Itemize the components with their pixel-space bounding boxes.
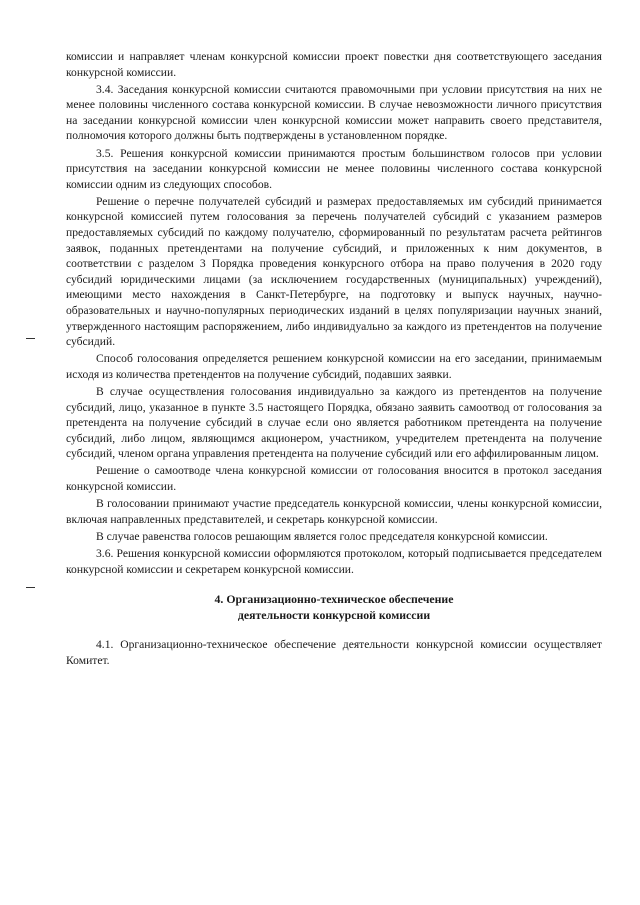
document-page xyxy=(66,49,602,670)
paragraph-3-4: 3.4. Заседания конкурсной комиссии считаются правомочными при условии присутствия на них не менее половины численного состава конкурсной комиссии. В случае невозможности личного присутствия на заседании конкурсной комиссии член конкурсной комиссии может направить своего представителя, полномочия которого должны быть подтверждены в установленном порядке. xyxy=(66,82,602,143)
paragraph-3-6: 3.6. Решения конкурсной комиссии оформляются протоколом, который подписывается председателем конкурсной комиссии и секретарем конкурсной комиссии. xyxy=(66,546,602,576)
section-heading-line: деятельности конкурсной комиссии xyxy=(237,608,431,623)
paragraph: комиссии и направляет членам конкурсной комиссии проект повестки дня соответствующего заседания конкурсной комиссии. xyxy=(66,50,602,79)
section-heading-line: 4. Организационно-техническое обеспечение xyxy=(214,592,454,607)
paragraph: Способ голосования определяется решением конкурсной комиссии на его заседании, принимаемым исходя из количества претендентов на получение субсидий, подавших заявки. xyxy=(66,352,602,381)
margin-mark xyxy=(26,338,35,339)
margin-mark xyxy=(26,587,35,588)
paragraph: В случае осуществления голосования индивидуально за каждого из претендентов на получение субсидий, лицо, указанное в пункте 3.5 настоящего Порядка, обязано заявить самоотвод от голосования за претендента на получение субсидий в случае если оно является работником претендента на получение субсидий, либо лицом, являющимся акционером, участником, учредителем претендента на получение субсидий, членом органа управления претендента на получение субсидий или его аффилированным лицом. xyxy=(66,384,602,461)
paragraph: Решение о самоотводе члена конкурсной комиссии от голосования вносится в протокол заседания конкурсной комиссии. xyxy=(66,464,602,494)
paragraph: В случае равенства голосов решающим является голос председателя конкурсной комиссии. xyxy=(96,529,548,543)
section-heading xyxy=(66,591,602,623)
paragraph: Решение о перечне получателей субсидий и размерах предоставляемых им субсидий принимается конкурсной комиссией путем голосования за перечень получателей субсидий с указанием размеров предоставляемых субсидий по каждому получателю, сформированный по результатам расчета рейтингов заявок, поданных претендентами на получение субсидий, и приложенных к ним документов, в соответствии с разделом 3 Порядка проведения конкурсного отбора на право получения в 2020 году субсидий юридическими лицами (за исключением государственных (муниципальных) учреждений), имеющими место нахождения в Санкт-Петербурге, на подготовку и выпуск научных, научно-образовательных и научно-популярных периодических изданий в целях популяризации научных знаний, утвержденного настоящим распоряжением, либо индивидуально за каждого из претендентов на получение субсидий. xyxy=(66,194,602,349)
paragraph-3-5: 3.5. Решения конкурсной комиссии принимаются простым большинством голосов при условии присутствия на заседании конкурсной комиссии не менее половины численного состава конкурсной комиссии одним из следующих способов. xyxy=(66,146,602,191)
paragraph-4-1: 4.1. Организационно-техническое обеспечение деятельности конкурсной комиссии осуществляет Комитет. xyxy=(66,638,602,667)
paragraph: В голосовании принимают участие председатель конкурсной комиссии, члены конкурсной комиссии, включая направленных представителей, и секретарь конкурсной комиссии. xyxy=(66,497,602,526)
